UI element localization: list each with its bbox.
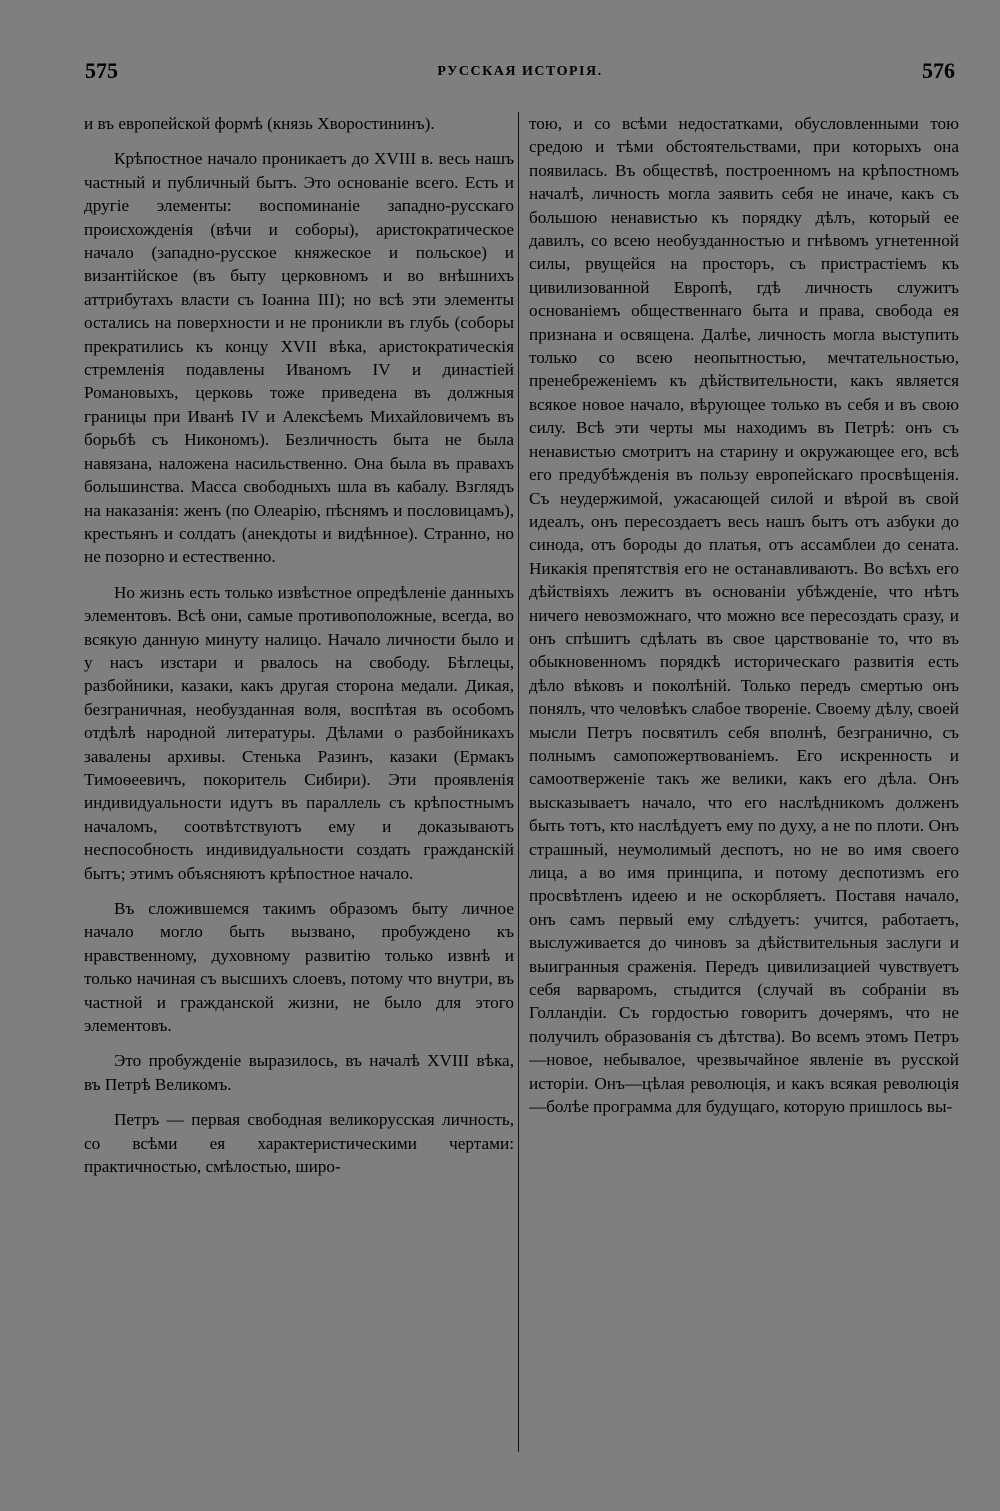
- paragraph: Петръ — первая свободная великорусская личность, со всѣми ея характеристическими чертами: практичностью, смѣлостью, широ-: [84, 1110, 514, 1177]
- paragraph: Крѣпостное начало проникаетъ до XVIII в. весь нашъ частный и публичный бытъ. Это основаніе всего. Есть и другіе элементы: воспоминаніе западно-русскаго происхожденія (вѣчи и соборы), аристократическое начало (западно-русское княжеское и польское) и византійское (въ быту церковномъ и во внѣшнихъ аттрибутахъ власти съ Іоанна III); но всѣ эти элементы остались на поверхности и не проникли въ глубь (соборы прекратились къ концу XVII вѣка, аристократическія стремленія подавлены Иваномъ IV и династіей Романовыхъ, церковь тоже приведена въ должныя границы при Иванѣ IV и Алексѣемъ Михайловичемъ въ борьбѣ съ Никономъ). Безличность быта не была навязана, наложена насильственно. Она была въ правахъ большинства. Масса свободныхъ шла въ кабалу. Взглядъ на наказанія: женъ (по Олеарію, пѣснямъ и пословицамъ), крестьянъ и солдатъ (анекдоты и видѣнное). Странно, но не позорно и естественно.: [84, 149, 514, 567]
- column-divider: [518, 112, 519, 1452]
- page-number-right: 576: [922, 58, 955, 83]
- paragraph: тою, и со всѣми недостатками, обусловленными тою средою и тѣми обстоятельствами, при которыхъ она появилась. Въ обществѣ, построенномъ на крѣпостномъ началѣ, личность могла заявить себя не иначе, какъ съ большою ненавистью къ порядку дѣлъ, который ее давилъ, со всею необузданностью и гнѣвомъ угнетенной силы, рвущейся на просторъ, съ пристрастіемъ къ цивилизованной Европѣ, гдѣ личность служитъ основаніемъ общественнаго быта и права, свобода ея признана и освящена. Далѣе, личность могла выступить только со всею неопытностью, мечтательностью, пренебреженіемъ къ дѣйствительности, какъ является всякое новое начало, вѣрующее только въ себя и въ свою силу. Всѣ эти черты мы находимъ въ Петрѣ: онъ съ ненавистью смотритъ на старину и окружающее его, всѣ его предубѣжденія въ пользу европейскаго просвѣщенія. Съ неудержимой, ужасающей силой и вѣрой въ свой идеалъ, онъ пересоздаетъ весь нашъ бытъ отъ азбуки до синода, отъ бороды до платья, отъ ассамблеи до сената. Никакія препятствія его не останавливаютъ. Во всѣхъ его дѣйствіяхъ лежитъ въ основаніи убѣжденіе, что нѣтъ ничего невозможнаго, что можно все пересоздать сразу, и онъ спѣшитъ сдѣлать въ свое царствованіе то, что въ обыкновенномъ порядкѣ историческаго развитія есть дѣло вѣковъ и поколѣній. Только передъ смертью онъ понялъ, что человѣкъ слабое твореніе. Своему дѣлу, своей мысли Петръ посвятилъ себя вполнѣ, безгранично, съ полнымъ самопожертвованіемъ. Его искренность и самоотверженіе такъ же велики, какъ его дѣла. Онъ высказываетъ начало, что его наслѣдникомъ долженъ быть тотъ, кто наслѣдуетъ ему по духу, а не по плоти. Онъ страшный, неумолимый деспотъ, но не во имя своего лица, а во имя принципа, и потому деспотизмъ его просвѣтленъ идеею и не оскорбляетъ. Поставя начало, онъ самъ первый ему слѣдуетъ: учится, работаетъ, выслуживается до чиновъ за дѣйствительныя заслуги и выигранныя сраженія. Передъ цивилизацией чувствуетъ себя варваромъ, стыдится (случай въ собраніи въ Голландіи. Съ гордостью говоритъ дочерямъ, что не получилъ образованія съ дѣтства). Во всемъ этомъ Петръ—новое, небывалое, чрезвычайное явленіе въ русской исторіи. Онъ—цѣлая революція, и какъ всякая революція—болѣе программа для будущаго, которую пришлось вы-: [529, 114, 959, 1117]
- page-number-left: 575: [85, 58, 118, 83]
- paragraph: Въ сложившемся такимъ образомъ быту личное начало могло быть вызвано, пробуждено къ нравственному, духовному развитію только извнѣ и только начиная съ высшихъ слоевъ, потому что внутри, въ частной и гражданской жизни, не было для этого элементовъ.: [84, 899, 514, 1036]
- right-column: [529, 112, 959, 1452]
- running-title: РУССКАЯ ИСТОРІЯ.: [437, 64, 603, 79]
- running-header: [85, 58, 955, 92]
- paragraph: Но жизнь есть только извѣстное опредѣленіе данныхъ элементовъ. Всѣ они, самые противоположные, всегда, во всякую данную минуту налицо. Начало личности было и у насъ изстари и рвалось на свободу. Бѣглецы, разбойники, казаки, какъ другая сторона медали. Дикая, безграничная, необузданная воля, воспѣтая въ особомъ отдѣлѣ народной литературы. Дѣлами о разбойникахъ завалены архивы. Стенька Разинъ, казаки (Ермакъ Тимоѳеевичъ, покоритель Сибири). Эти проявленія индивидуальности идутъ въ параллель съ крѣпостнымъ началомъ, соотвѣтствуютъ ему и доказываютъ неспособность индивидуальности создать гражданскій бытъ; этимъ объясняютъ крѣпостное начало.: [84, 582, 514, 883]
- left-column: [84, 112, 514, 1452]
- paragraph: Это пробужденіе выразилось, въ началѣ XVIII вѣка, въ Петрѣ Великомъ.: [84, 1051, 514, 1094]
- paragraph: и въ европейской формѣ (князь Хворостининъ).: [84, 114, 435, 133]
